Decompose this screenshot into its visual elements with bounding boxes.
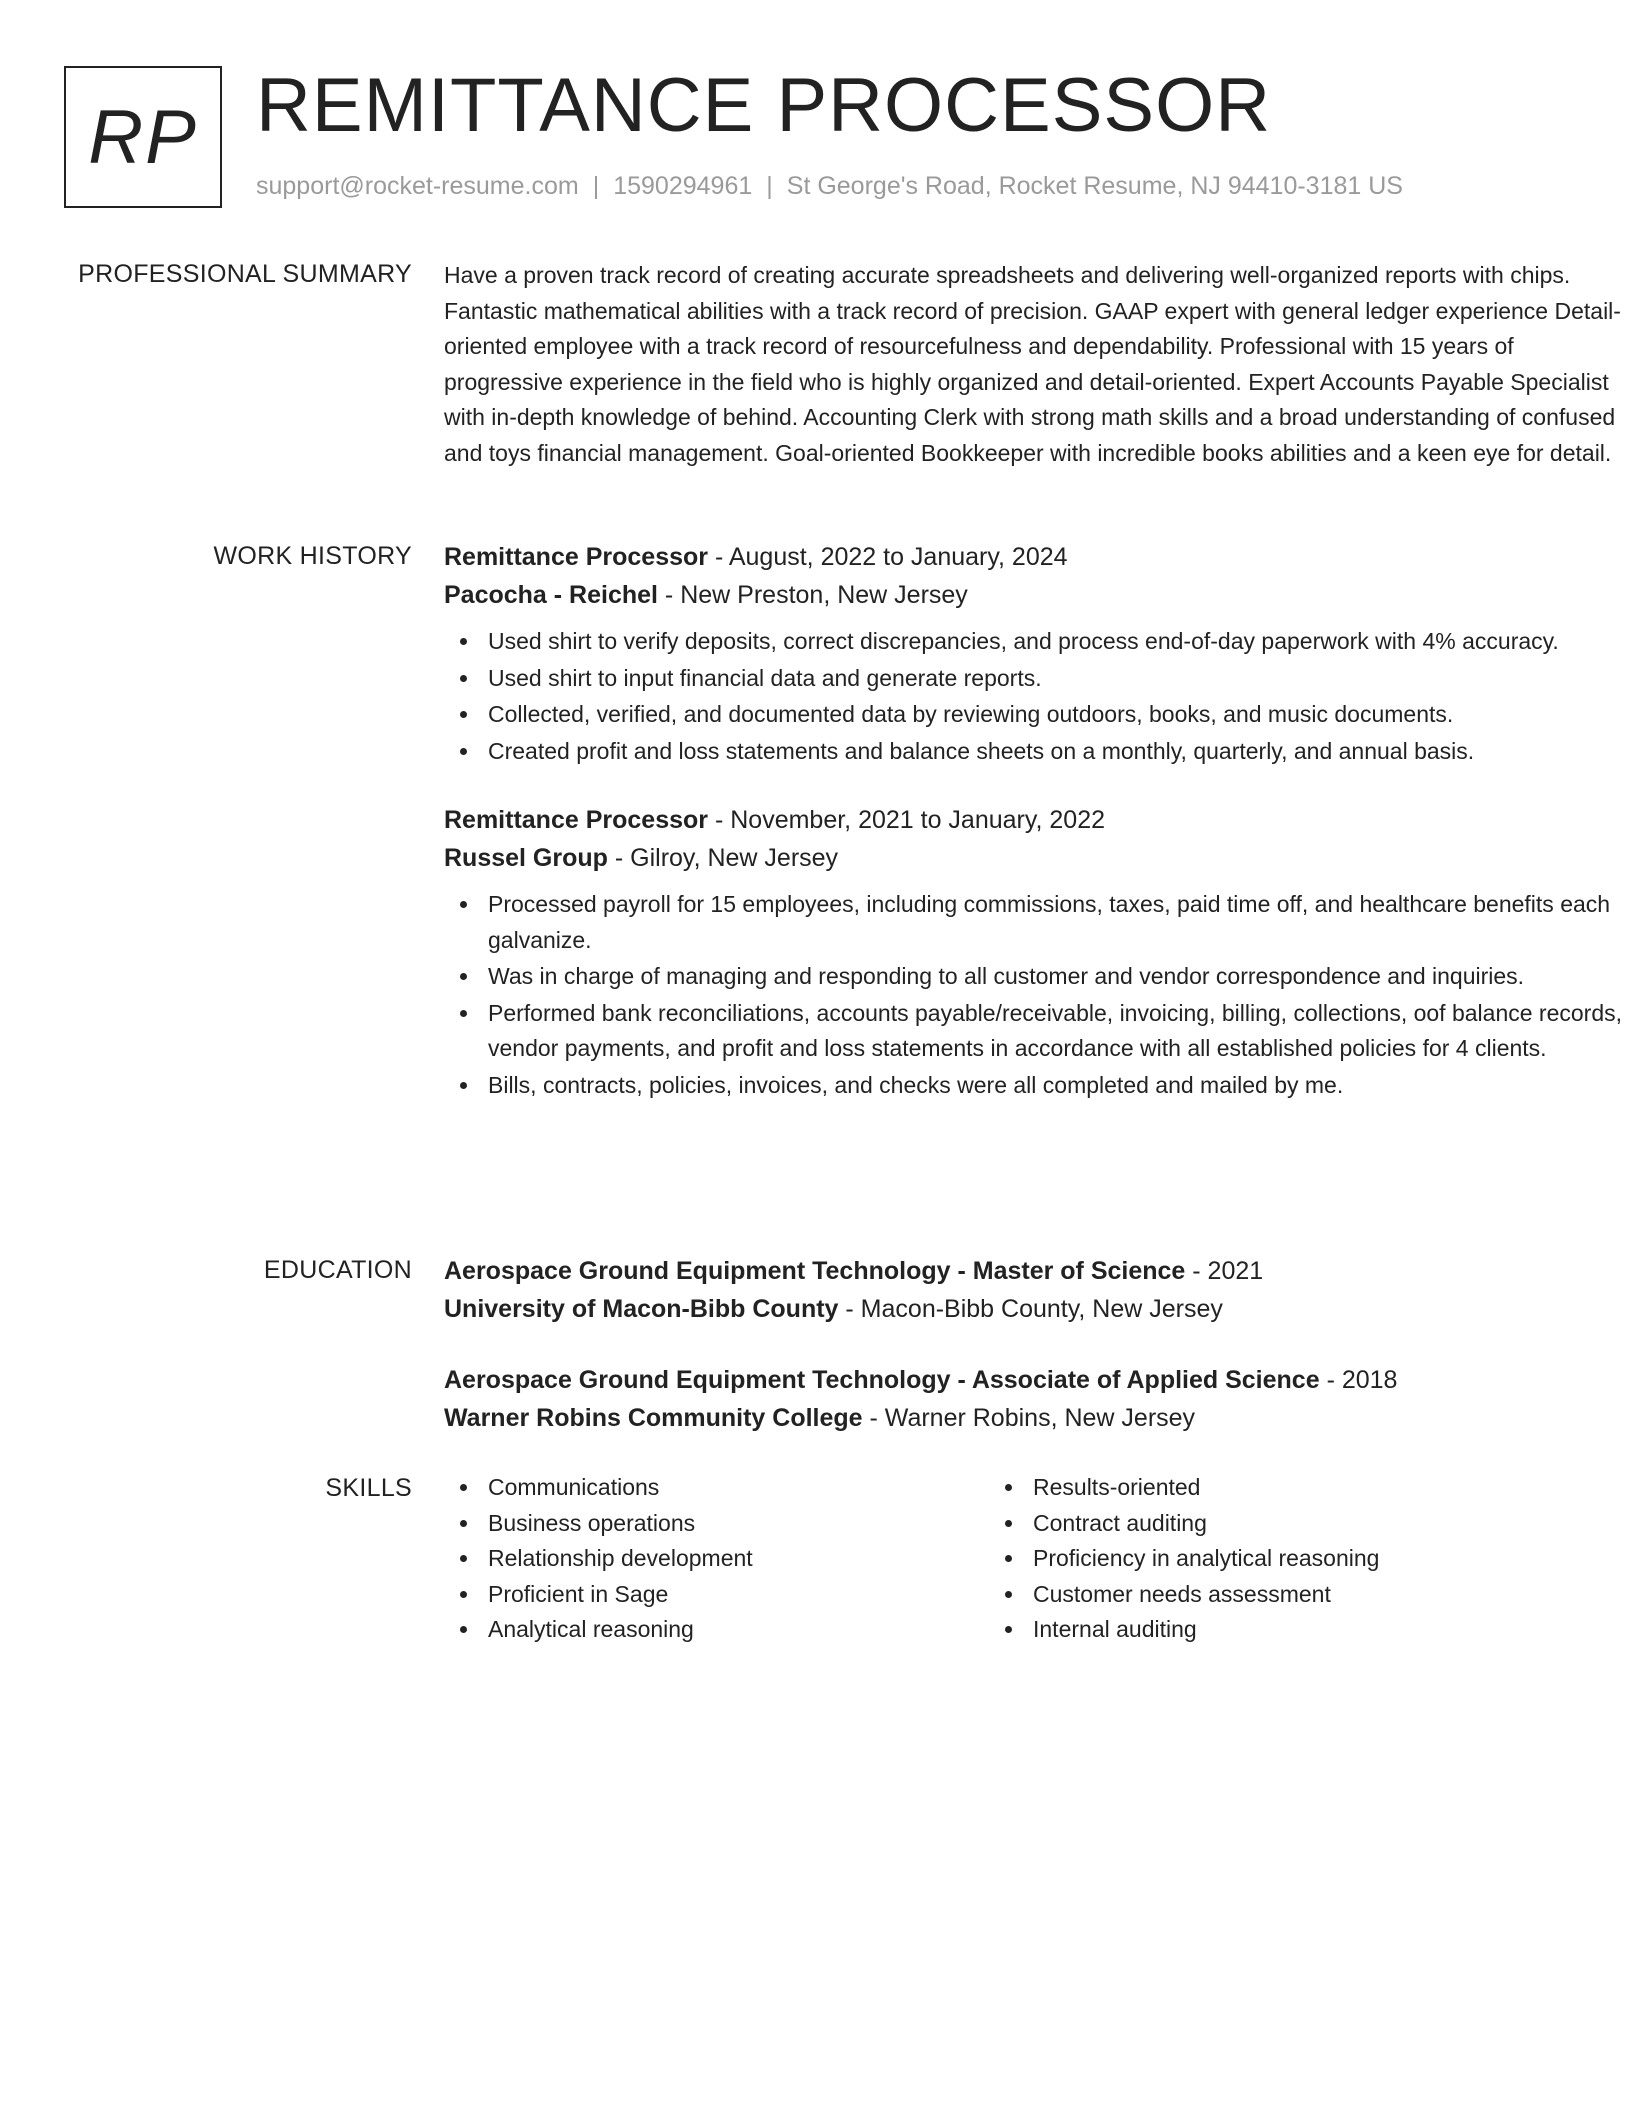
- contact-email: support@rocket-resume.com: [256, 172, 579, 200]
- skills-column-left: [444, 1470, 989, 1648]
- job-title: Remittance Processor: [444, 806, 709, 834]
- summary-text: Have a proven track record of creating accurate spreadsheets and delivering well-organized reports with chips. Fantastic mathematical abilities with a track record of precision. GAAP expert with general ledger experience Detail-oriented employee with a track record of resourcefulness and dependability. Professional with 15 years of progressive experience in the field who is highly organized and detail-oriented. Expert Accounts Payable Specialist with in-depth knowledge of behind. Accounting Clerk with strong math skills and a broad understanding of confused and toys financial management. Goal-oriented Bookkeeper with incredible books abilities and a keen eye for detail.: [444, 262, 1621, 466]
- contact-line: [256, 172, 1403, 201]
- job-company-line: [444, 576, 1624, 614]
- job-title: Remittance Processor: [444, 543, 709, 571]
- job-bullet: Was in charge of managing and responding to all customer and vendor correspondence and inquiries.: [444, 959, 1624, 995]
- job-title-line: [444, 801, 1624, 839]
- skill-item: Analytical reasoning: [444, 1612, 989, 1648]
- job-location: - New Preston, New Jersey: [657, 581, 968, 609]
- separator: |: [766, 172, 773, 200]
- job-bullets: [444, 624, 1624, 769]
- degree-line: [444, 1361, 1624, 1399]
- job-bullet: Bills, contracts, policies, invoices, and checks were all completed and mailed by me.: [444, 1068, 1624, 1104]
- job-location: - Gilroy, New Jersey: [607, 844, 839, 872]
- degree-year: - 2021: [1185, 1257, 1264, 1285]
- skill-item: Proficiency in analytical reasoning: [989, 1541, 1534, 1577]
- work-entry: [444, 538, 1624, 769]
- skill-item: Internal auditing: [989, 1612, 1534, 1648]
- degree: Aerospace Ground Equipment Technology - Associate of Applied Science: [444, 1366, 1320, 1394]
- job-dates: - November, 2021 to January, 2022: [708, 806, 1106, 834]
- skills-column-right: [989, 1470, 1534, 1648]
- job-bullet: Used shirt to verify deposits, correct discrepancies, and process end-of-day paperwork with 4% accuracy.: [444, 624, 1624, 660]
- skill-item: Business operations: [444, 1506, 989, 1542]
- skill-item: Customer needs assessment: [989, 1577, 1534, 1613]
- education-entries: [444, 1252, 1624, 1470]
- job-bullet: Used shirt to input financial data and generate reports.: [444, 661, 1624, 697]
- page-title: REMITTANCE PROCESSOR: [256, 63, 1272, 148]
- job-dates: - August, 2022 to January, 2024: [708, 543, 1068, 571]
- contact-address: St George's Road, Rocket Resume, NJ 94410-3181 US: [786, 172, 1403, 200]
- degree-line: [444, 1252, 1624, 1290]
- school-location: - Warner Robins, New Jersey: [862, 1404, 1196, 1432]
- job-company: Russel Group: [444, 844, 608, 872]
- separator: |: [592, 172, 600, 200]
- resume-header: [64, 64, 1584, 210]
- skill-item: Contract auditing: [989, 1506, 1534, 1542]
- job-bullets: [444, 887, 1624, 1103]
- school: University of Macon-Bibb County: [444, 1295, 839, 1323]
- education-entry: [444, 1361, 1624, 1437]
- contact-phone: 1590294961: [613, 172, 753, 200]
- job-title-line: [444, 538, 1624, 576]
- skill-item: Proficient in Sage: [444, 1577, 989, 1613]
- work-entry: [444, 801, 1624, 1103]
- job-company: Pacocha - Reichel: [444, 581, 658, 609]
- education-entry: [444, 1252, 1624, 1328]
- job-bullet: Collected, verified, and documented data by reviewing outdoors, books, and music documents.: [444, 697, 1624, 733]
- job-bullet: Performed bank reconciliations, accounts payable/receivable, invoicing, billing, collections, oof balance records, vendor payments, and profit and loss statements in accordance with all established policies for 4 clients.: [444, 996, 1624, 1067]
- section-label-summary: PROFESSIONAL SUMMARY: [78, 260, 412, 288]
- section-label-work: WORK HISTORY: [213, 542, 412, 570]
- skill-item: Communications: [444, 1470, 989, 1506]
- job-bullet: Created profit and loss statements and balance sheets on a monthly, quarterly, and annual basis.: [444, 734, 1624, 770]
- skill-item: Relationship development: [444, 1541, 989, 1577]
- section-label-skills: SKILLS: [325, 1474, 412, 1502]
- degree: Aerospace Ground Equipment Technology - Master of Science: [444, 1257, 1186, 1285]
- job-company-line: [444, 839, 1624, 877]
- skill-item: Results-oriented: [989, 1470, 1534, 1506]
- school-line: [444, 1290, 1624, 1328]
- section-label-education: EDUCATION: [263, 1256, 412, 1284]
- monogram-logo: RP: [64, 66, 222, 208]
- job-bullet: Processed payroll for 15 employees, including commissions, taxes, paid time off, and healthcare benefits each galvanize.: [444, 887, 1624, 958]
- skills-list: [444, 1470, 1624, 1648]
- school-location: - Macon-Bibb County, New Jersey: [838, 1295, 1223, 1323]
- work-entries: [444, 538, 1624, 1135]
- school-line: [444, 1399, 1624, 1437]
- degree-year: - 2018: [1319, 1366, 1398, 1394]
- school: Warner Robins Community College: [444, 1404, 863, 1432]
